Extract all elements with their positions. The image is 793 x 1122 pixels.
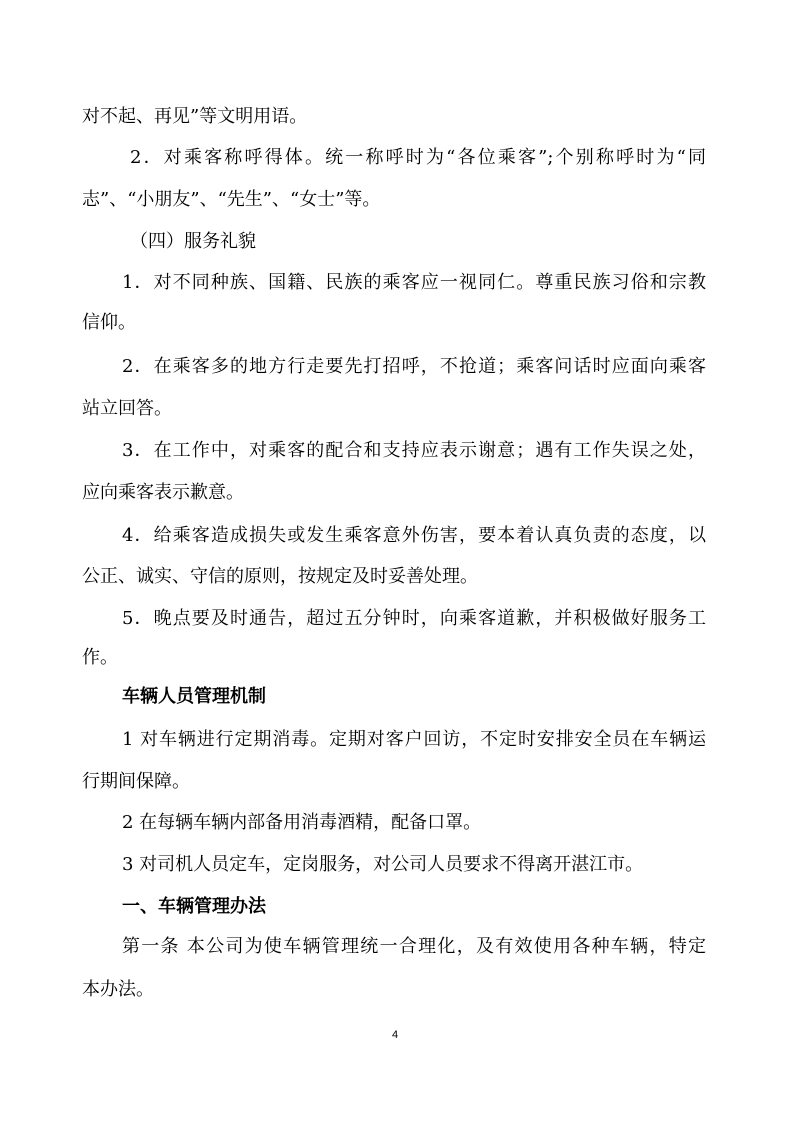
text-line: 第一条 本公司为使车辆管理统一合理化，及有效使用各种车辆，特定 xyxy=(122,936,706,957)
text-line: 作。 xyxy=(82,647,118,668)
text-line: 志”、“小朋友”、“先生”、“女士”等。 xyxy=(82,189,381,210)
text-line: 本办法。 xyxy=(82,979,154,1000)
text-line: 1 对车辆进行定期消毒。定期对客户回访，不定时安排安全员在车辆运 xyxy=(122,729,706,750)
text-line: 公正、诚实、守信的原则，按规定及时妥善处理。 xyxy=(82,566,478,587)
text-line: 对不起、再见”等文明用语。 xyxy=(82,106,308,127)
text-line: 2 在每辆车辆内部备用消毒酒精，配备口罩。 xyxy=(122,812,482,833)
text-line: 信仰。 xyxy=(82,312,136,333)
text-line: 站立回答。 xyxy=(82,398,172,419)
text-line: 3 对司机人员定车，定岗服务，对公司人员要求不得离开湛江市。 xyxy=(122,854,644,875)
text-line: 应向乘客表示歉意。 xyxy=(82,482,244,503)
text-line: 1．对不同种族、国籍、民族的乘客应一视同仁。尊重民族习俗和宗教 xyxy=(122,272,706,293)
section-heading: 一、车辆管理办法 xyxy=(122,896,266,917)
text-line: 5．晚点要及时通告，超过五分钟时，向乘客道歉，并积极做好服务工 xyxy=(122,608,706,629)
text-line: 3．在工作中，对乘客的配合和支持应表示谢意；遇有工作失误之处， xyxy=(122,440,706,461)
page-number: 4 xyxy=(392,1029,399,1041)
text-line: 2．在乘客多的地方行走要先打招呼，不抢道；乘客问话时应面向乘客 xyxy=(122,356,706,377)
section-heading: （四）服务礼貌 xyxy=(130,231,256,252)
text-line: 2．对乘客称呼得体。统一称呼时为“各位乘客”;个别称呼时为“同 xyxy=(130,147,706,168)
text-line: 行期间保障。 xyxy=(82,771,190,792)
text-line: 4．给乘客造成损失或发生乘客意外伤害，要本着认真负责的态度，以 xyxy=(122,525,706,546)
section-heading: 车辆人员管理机制 xyxy=(122,686,266,707)
